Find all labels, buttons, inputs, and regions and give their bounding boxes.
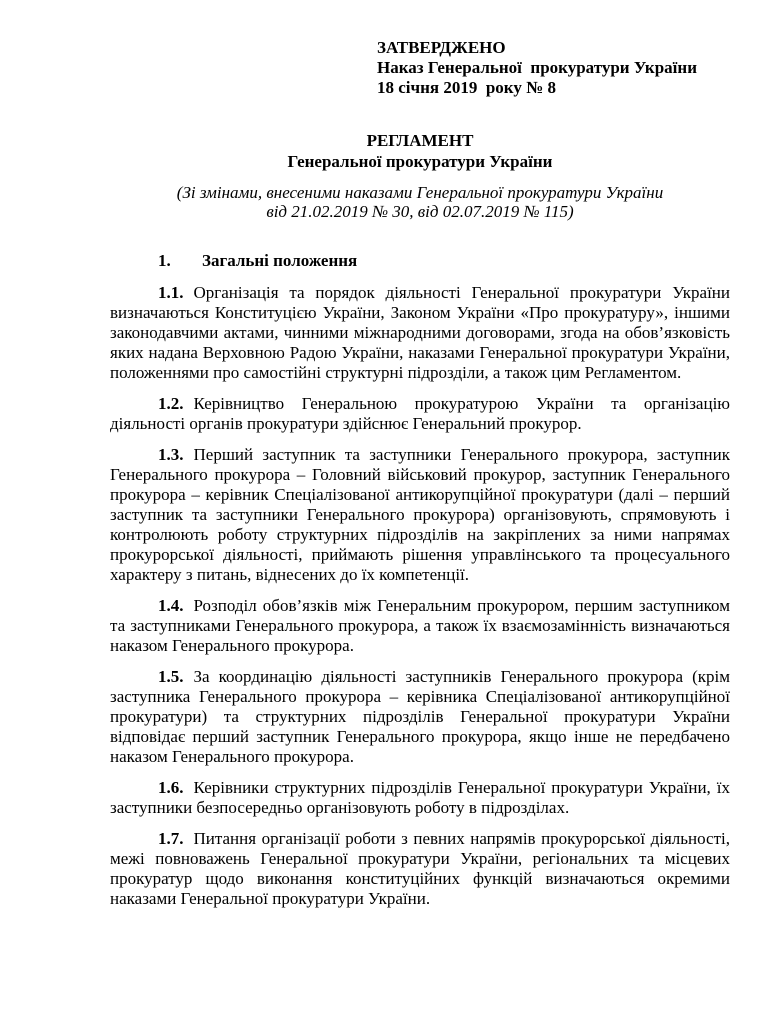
document-body (110, 283, 730, 920)
paragraph (110, 394, 730, 434)
paragraph (110, 778, 730, 818)
paragraph-number: 1.3. (158, 445, 184, 464)
title-main: РЕГЛАМЕНТ (366, 131, 474, 150)
paragraph (110, 283, 730, 383)
paragraph-text: За координацію діяльності заступників Генерального прокурора (крім заступника Генерального прокурора – керівника Спеціалізованої антикорупційної прокуратури) та структурних підрозділів Генеральної прокуратури України відповідає перший заступник Генерального прокурора, якщо інше не передбачено наказом Генерального прокурора. (110, 667, 730, 766)
section-title: Загальні положення (202, 251, 358, 270)
paragraph-number: 1.6. (158, 778, 184, 797)
paragraph-number: 1.7. (158, 829, 184, 848)
paragraph-number: 1.4. (158, 596, 184, 615)
paragraph (110, 667, 730, 767)
approval-heading: ЗАТВЕРДЖЕНО (377, 38, 506, 57)
section-number: 1. (158, 251, 171, 270)
paragraph-text: Розподіл обов’язків між Генеральним прокурором, першим заступником та заступниками Генерального прокурора, а також їх взаємозамінність визначаються наказом Генерального прокурора. (110, 596, 730, 655)
amendments-line-1: (Зі змінами, внесеними наказами Генеральної прокуратури України (176, 183, 664, 202)
paragraph-text: Керівництво Генеральною прокуратурою України та організацію діяльності органів прокуратури здійснює Генеральний прокурор. (110, 394, 730, 433)
paragraph (110, 829, 730, 909)
title-sub: Генеральної прокуратури України (287, 152, 553, 171)
amendments-note (0, 183, 768, 221)
section-heading (158, 251, 357, 271)
paragraph-number: 1.5. (158, 667, 184, 686)
paragraph-text: Організація та порядок діяльності Генеральної прокуратури України визначаються Конституцією України, Законом України «Про прокуратуру», іншими законодавчими актами, чинними міжнародними договорами, згода на обов’язковість яких надана Верховною Радою України, наказами Генеральної прокуратури України, положеннями про самостійні структурні підрозділи, а також цим Регламентом. (110, 283, 730, 382)
paragraph-number: 1.2. (158, 394, 184, 413)
paragraph-text: Питання організації роботи з певних напрямів прокурорської діяльності, межі повноважень Генеральної прокуратури України, регіональних та місцевих прокуратур щодо виконання конституційних функцій визначаються окремими наказами Генеральної прокуратури України. (110, 829, 730, 908)
amendments-line-2: від 21.02.2019 № 30, від 02.07.2019 № 115) (266, 202, 574, 221)
paragraph-text: Керівники структурних підрозділів Генеральної прокуратури України, їх заступники безпосередньо організовують роботу в підрозділах. (110, 778, 730, 817)
paragraph-number: 1.1. (158, 283, 184, 302)
approval-stamp (377, 38, 697, 98)
paragraph (110, 596, 730, 656)
paragraph-text: Перший заступник та заступники Генерального прокурора, заступник Генерального прокурора – Головний військовий прокурор, заступник Генерального прокурора – керівник Спеціалізованої антикорупційної прокуратури (далі – перший заступник та заступники Генерального прокурора) організовують, спрямовують і контролюють роботу структурних підрозділів на закріплених за ними напрямах прокурорської діяльності, приймають рішення управлінського та процесуального характеру з питань, віднесених до їх компетенції. (110, 445, 730, 584)
document-title (0, 130, 768, 172)
approval-order: Наказ Генеральної прокуратури України (377, 58, 697, 77)
approval-date: 18 січня 2019 року № 8 (377, 78, 556, 97)
paragraph (110, 445, 730, 585)
